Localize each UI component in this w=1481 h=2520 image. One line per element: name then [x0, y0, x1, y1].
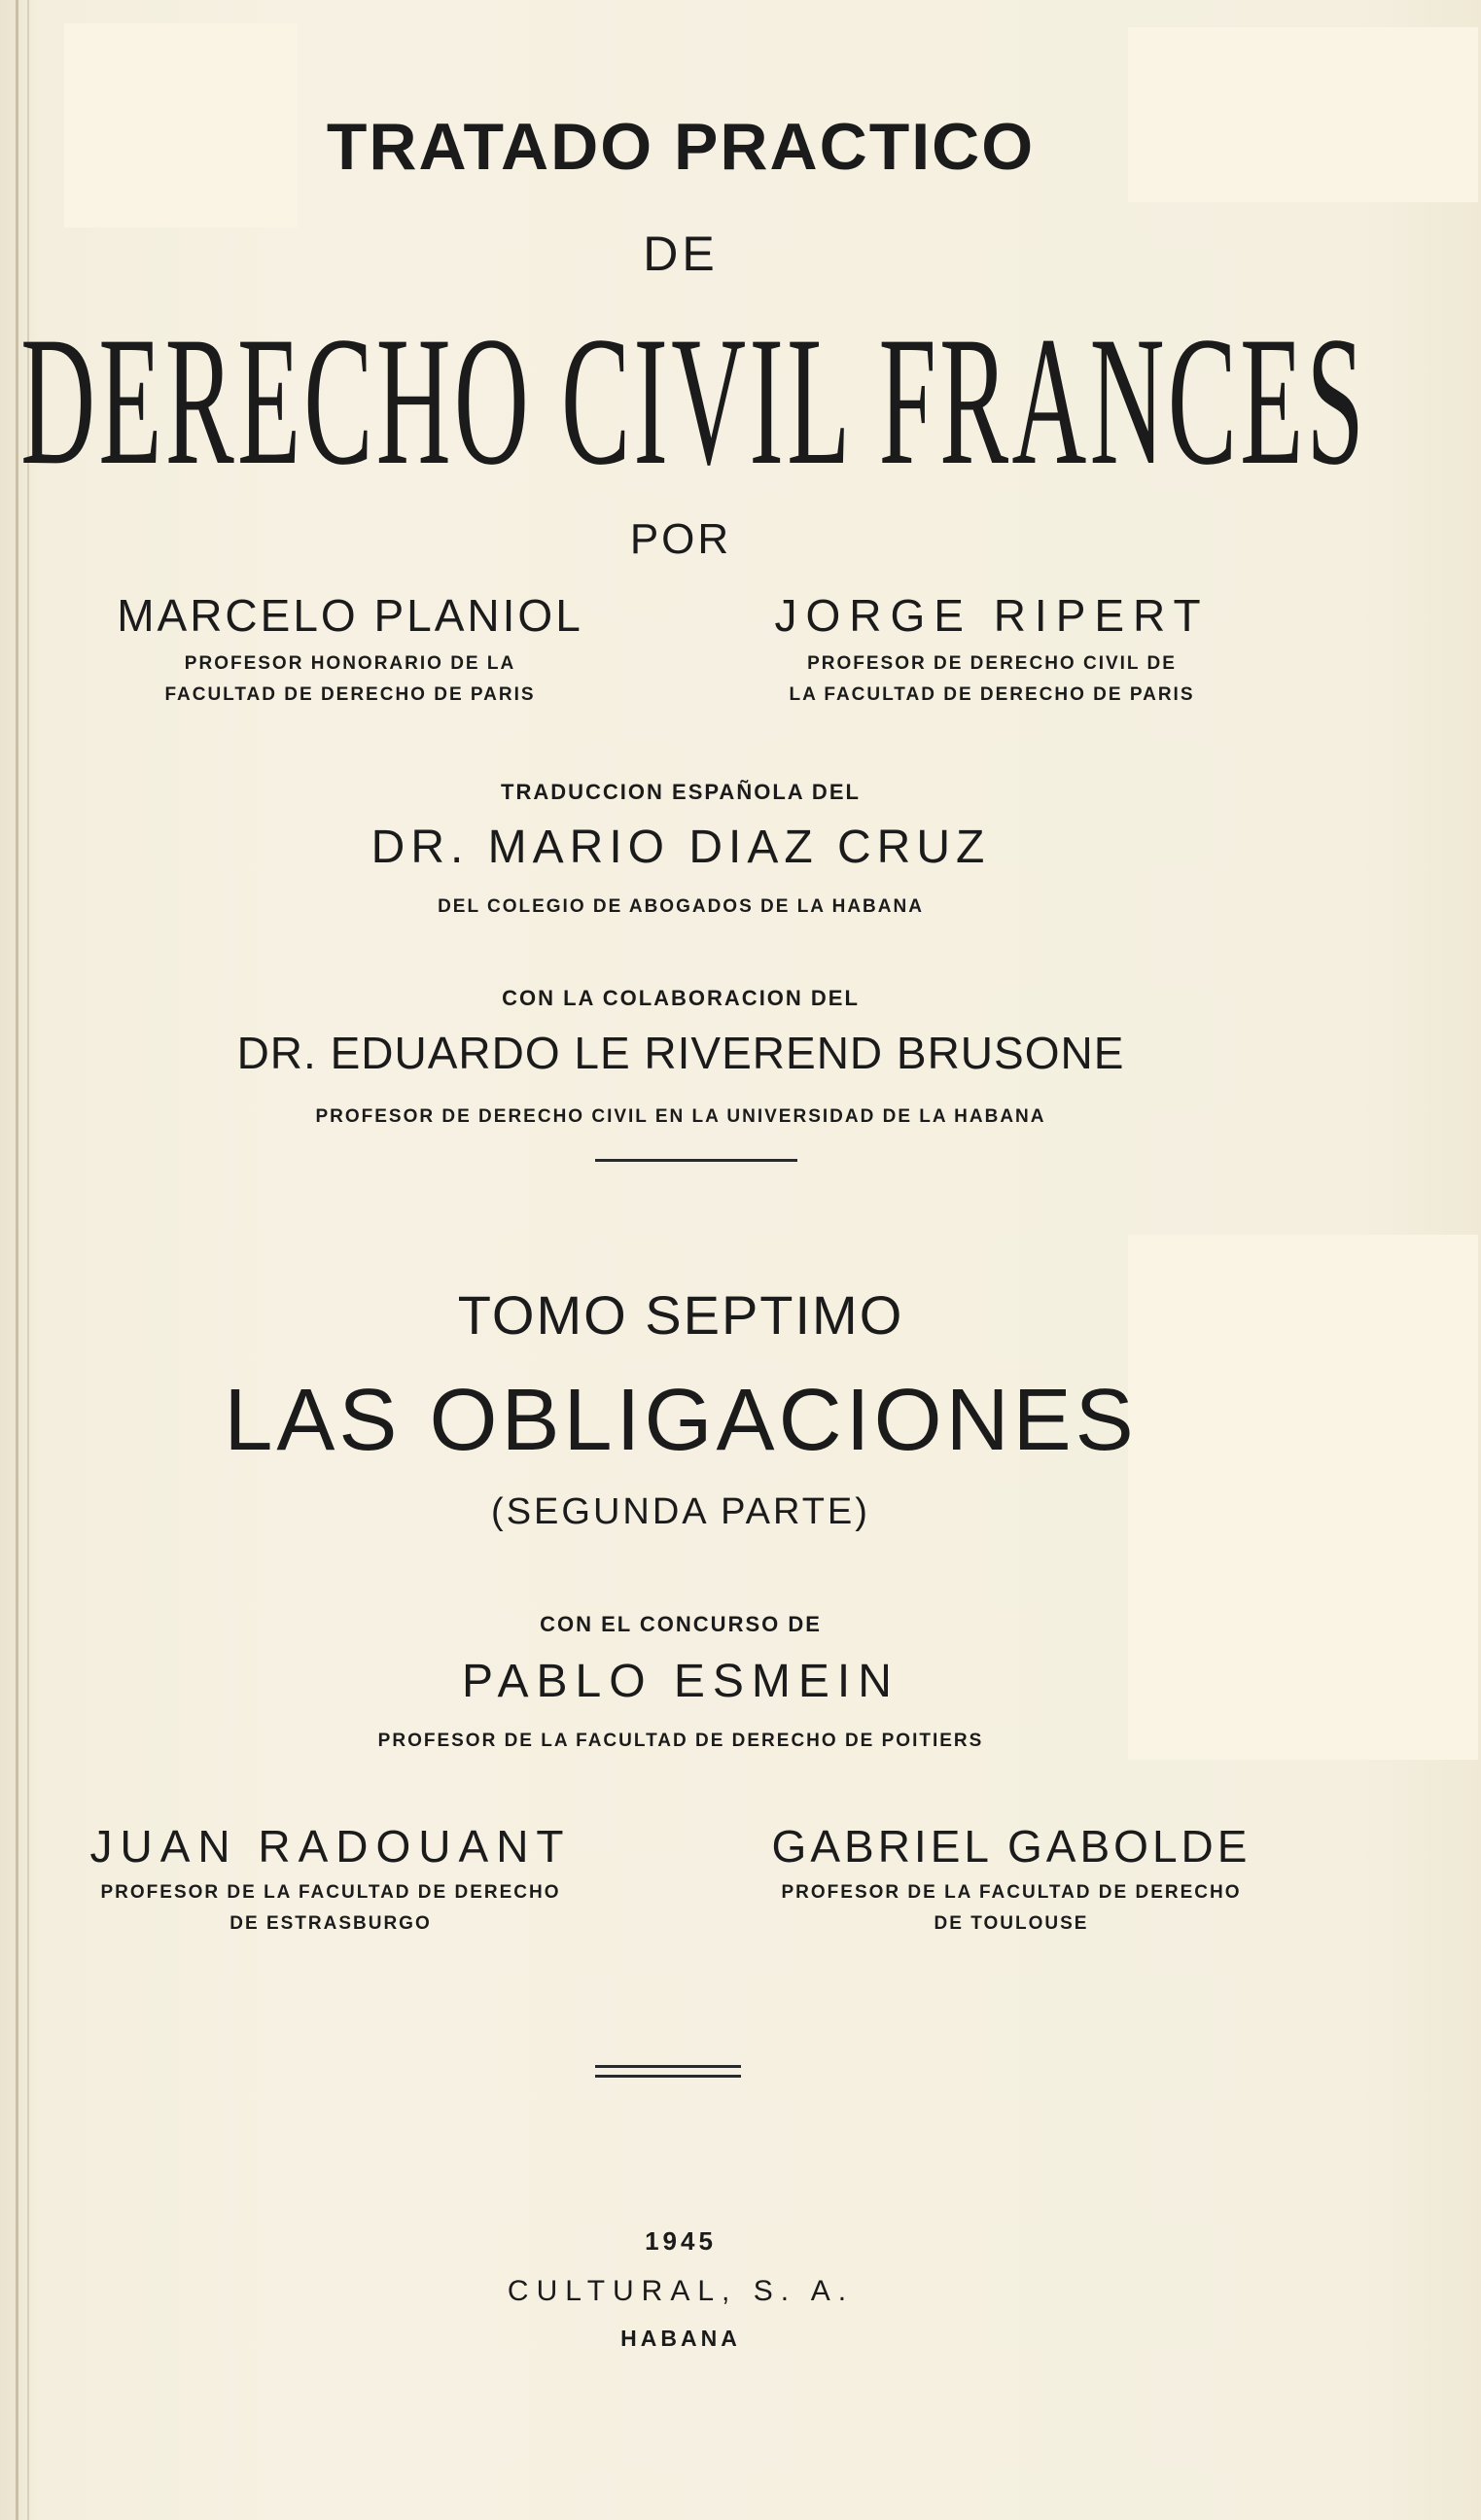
contributor-esmein-note: PROFESOR DE LA FACULTAD DE DERECHO DE POITIERS — [377, 1731, 984, 1751]
divider-rule — [595, 1159, 797, 1162]
contributor-affiliation: DE TOULOUSE — [934, 1913, 1089, 1934]
volume-number: TOMO SEPTIMO — [457, 1284, 904, 1346]
collaborator-name: DR. EDUARDO LE RIVEREND BRUSONE — [236, 1028, 1125, 1078]
contributor-affiliation: PROFESOR DE LA FACULTAD DE DERECHO — [781, 1882, 1242, 1903]
author-affiliation: FACULTAD DE DERECHO DE PARIS — [164, 684, 536, 705]
contributor-affiliation: DE ESTRASBURGO — [229, 1913, 432, 1934]
author-ripert — [739, 589, 1245, 706]
author-name: MARCELO PLANIOL — [117, 590, 583, 641]
author-name: JORGE RIPERT — [774, 590, 1210, 641]
double-rule-top — [595, 2065, 741, 2068]
book-title: TRATADO PRACTICO — [326, 110, 1036, 184]
publication-city: HABANA — [620, 2326, 741, 2351]
contributor-radouant — [39, 1820, 622, 1935]
collaboration-label: CON LA COLABORACION DEL — [502, 986, 860, 1010]
publication-year: 1945 — [645, 2226, 717, 2256]
author-affiliation: LA FACULTAD DE DERECHO DE PARIS — [789, 684, 1195, 705]
double-rule-bottom — [595, 2075, 741, 2078]
volume-part: (SEGUNDA PARTE) — [491, 1491, 870, 1532]
main-title: DERECHO CIVIL FRANCES — [20, 299, 1368, 504]
volume-subject: LAS OBLIGACIONES — [224, 1372, 1138, 1469]
translation-label: TRADUCCION ESPAÑOLA DEL — [501, 780, 861, 804]
contributors-label: CON EL CONCURSO DE — [540, 1612, 822, 1636]
contributor-name: GABRIEL GABOLDE — [771, 1821, 1252, 1872]
page-spine-edge — [16, 0, 18, 2520]
contributor-name: JUAN RADOUANT — [89, 1821, 572, 1872]
title-por: POR — [629, 515, 732, 563]
contributor-affiliation: PROFESOR DE LA FACULTAD DE DERECHO — [100, 1882, 561, 1903]
translator-name: DR. MARIO DIAZ CRUZ — [370, 822, 991, 873]
publisher-name: CULTURAL, S. A. — [507, 2275, 855, 2307]
contributor-gabolde — [720, 1820, 1303, 1935]
author-affiliation: PROFESOR DE DERECHO CIVIL DE — [807, 653, 1177, 674]
author-planiol — [97, 589, 603, 706]
title-de: DE — [643, 227, 719, 281]
collaborator-note: PROFESOR DE DERECHO CIVIL EN LA UNIVERSIDAD DE LA HABANA — [315, 1106, 1046, 1127]
author-affiliation: PROFESOR HONORARIO DE LA — [184, 653, 516, 674]
translator-note: DEL COLEGIO DE ABOGADOS DE LA HABANA — [438, 896, 924, 917]
contributor-esmein: PABLO ESMEIN — [462, 1656, 899, 1707]
